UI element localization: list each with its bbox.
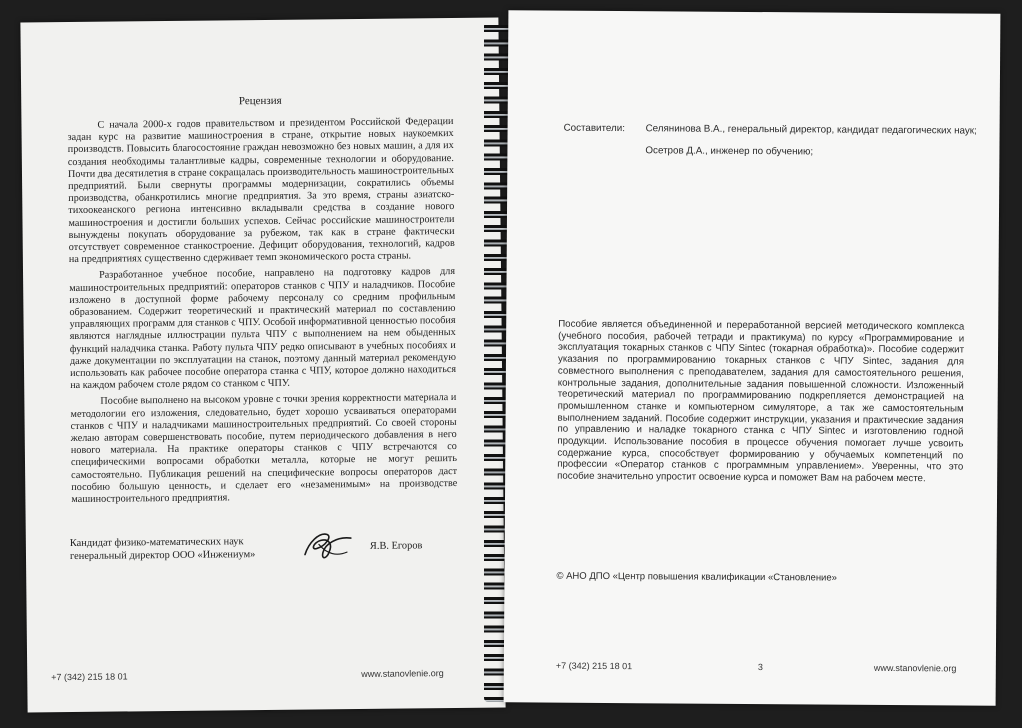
signatory-title-line-1: Кандидат физико-математических наук	[69, 536, 244, 550]
left-page	[20, 18, 505, 713]
signatory-name: Я.В. Егоров	[369, 540, 423, 552]
authors-label: Составители:	[563, 122, 625, 135]
review-paragraph-1: С начала 2000-х годов правительством и президентом Российской Федерации задан курс на развитие машиностроения в стране, открытие новых наукоемких производств. Повысить благосостояние граждан невозможно без новых машин, а для их создания необходимы талантливые кадры, современные технологии и оборудование. Почти два десятилетия в стране сокращалась производительность машиностроительных предприятий. Были свернуты программы модернизации, сократились объемы производства, обанкротились многие предприятия. За это время, страны азиатско-тихоокеанского региона интенсивно вкладывали средства в создание нового машиностроения и достигли больших успехов. Сейчас российские машиностроители вынуждены покупать оборудование за рубежом, так как в стране фактически отсутствует современное станкостроение. Дефицит оборудования, технологий, кадров на предприятиях существенно сдерживает темп экономического роста страны.	[67, 115, 455, 266]
review-paragraph-2: Разработанное учебное пособие, направлено на подготовку кадров для машиностроительных предприятий: операторов станков с ЧПУ и наладчиков. Пособие изложено в доступной форме рабочему персоналу со средним профильным образованием. Содержит теоретический и практический материал по составлению управляющих программ для станков с ЧПУ. Особой информативной ценностью пособия являются наглядные иллюстрации пульта ЧПУ с выполнением на нем обыденных функций наладчика станка. Работу пульта ЧПУ редко описывают в учебных пособиях и даже документации по эксплуатации на станок, поэтому данный материал рекомендую использовать как рабочее пособие оператора станка с ЧПУ, которое должно находиться на каждом рабочем столе рядом со станком с ЧПУ.	[69, 266, 457, 392]
right-footer-site: www.stanovlenie.org	[873, 662, 957, 674]
right-footer-phone: +7 (342) 215 18 01	[555, 660, 633, 672]
author-1: Селянинова В.А., генеральный директор, кандидат педагогических наук;	[645, 123, 977, 137]
left-footer-phone: +7 (342) 215 18 01	[51, 671, 128, 683]
review-title: Рецензия	[238, 94, 282, 108]
right-page	[504, 10, 1001, 705]
left-footer-site: www.stanovlenie.org	[361, 668, 444, 679]
copyright: © АНО ДПО «Центр повышения квалификации «Становление»	[556, 570, 838, 584]
author-2: Осетров Д.А., инженер по обучению;	[645, 145, 814, 158]
page-number: 3	[757, 662, 763, 673]
review-paragraph-3: Пособие выполнено на высоком уровне с точки зрения корректности материала и методологии его изложения, следовательно, будет хорошо усваиваться операторами станков с ЧПУ и наладчиками машиностроительных предприятий. Со своей стороны желаю авторам совершенствовать пособие, путем периодического добавления в него нового материала. На практике операторы станков с ЧПУ встречаются со специфическими вопросами обработки металла, которые не могут решить самостоятельно. Публикация решений на специфические вопросы операторов даст пособию большую ценность, и сделает его «незаменимым» на производстве машиностроительного предприятия.	[70, 392, 458, 506]
handwritten-signature	[299, 524, 359, 565]
signatory-title	[70, 536, 256, 563]
review-body	[67, 116, 457, 510]
signatory-title-line-2: генеральный директор ООО «Инжениум»	[69, 548, 256, 562]
annotation-text: Пособие является объединенной и переработанной версией методического комплекса (учебного пособия, рабочей тетради и практикума) по курсу «Программирование и эксплуатация токарных станков с ЧПУ Sintec (токарная обработка)». Пособие содержит указания по программированию токарных станков с ЧПУ Sintec, задания для совместного выполнения с преподавателем, задания для самостоятельного решения, контрольные задания, дополнительные задания повышенной сложности. Изложенный теоретический материал по программированию подкрепляется демонстрацией на промышленном станке и компьютерном симуляторе, а так же самостоятельным выполнением заданий. Пособие содержит инструкции, указания и практические задания по управлению и наладке токарного станка с ЧПУ Sintec и изготовлению годной продукции. Использование пособия в процессе обучения помогает лучше усвоить содержание курса, способствует формированию у обучаемых компетенций по профессии «Оператор станков с программным управлением». Уверенны, что это пособие значительно упростит освоение курса и поможет Вам на рабочем месте.	[557, 318, 965, 485]
